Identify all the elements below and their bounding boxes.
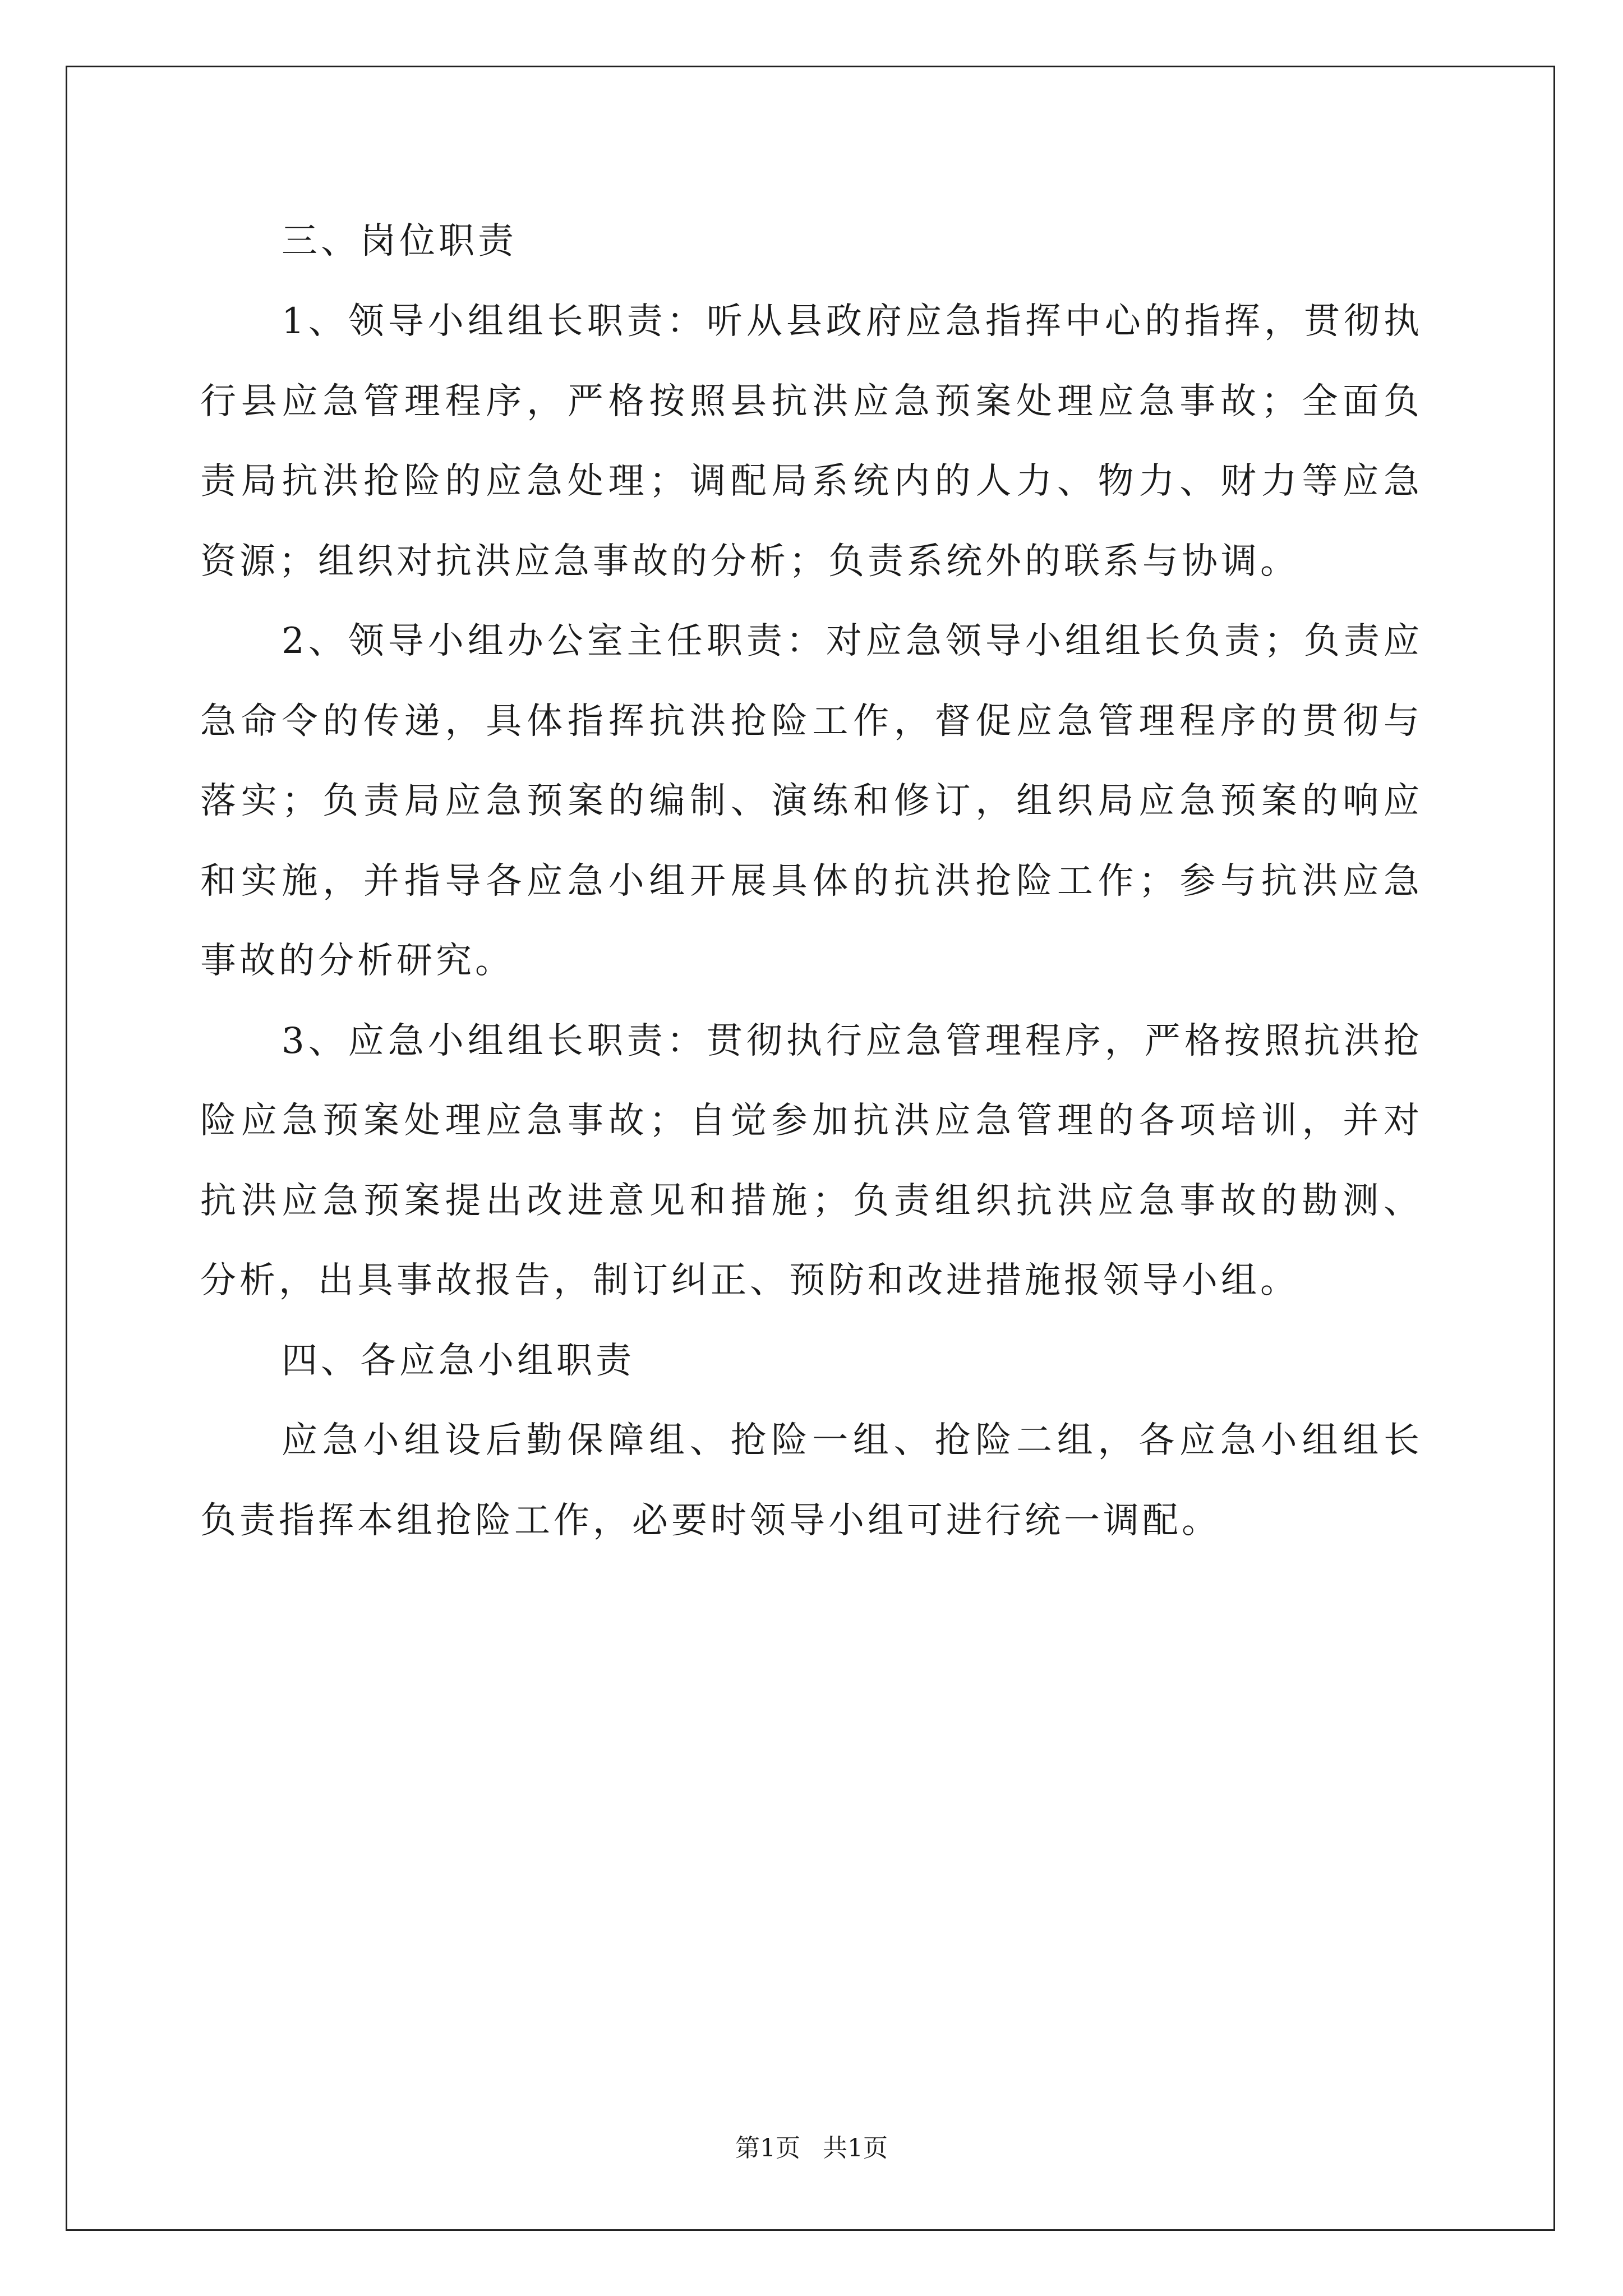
paragraph-line: 行县应急管理程序，严格按照县抗洪应急预案处理应急事故；全面负 [200, 381, 1423, 422]
paragraph-line: 险应急预案处理应急事故；自觉参加抗洪应急管理的各项培训，并对 [200, 1100, 1423, 1142]
paragraph-line: 资源；组织对抗洪应急事故的分析；负责系统外的联系与协调。 [200, 541, 1299, 582]
paragraph-line: 1、领导小组组长职责：听从县政府应急指挥中心的指挥，贯彻执 [282, 301, 1423, 342]
page-footer [0, 2133, 1623, 2164]
paragraph-line: 负责指挥本组抢险工作，必要时领导小组可进行统一调配。 [200, 1500, 1221, 1542]
paragraph-line: 2、领导小组办公室主任职责：对应急领导小组组长负责；负责应 [282, 620, 1423, 662]
section-heading-3: 三、岗位职责 [282, 220, 517, 262]
paragraph-line: 应急小组设后勤保障组、抢险一组、抢险二组，各应急小组组长 [282, 1420, 1423, 1461]
page-number-current: 第1页 [735, 2134, 800, 2162]
paragraph-line: 分析，出具事故报告，制订纠正、预防和改进措施报领导小组。 [200, 1260, 1299, 1301]
paragraph-line: 责局抗洪抢险的应急处理；调配局系统内的人力、物力、财力等应急 [200, 461, 1423, 502]
paragraph-line: 事故的分析研究。 [200, 940, 514, 982]
paragraph-line: 落实；负责局应急预案的编制、演练和修订，组织局应急预案的响应 [200, 780, 1423, 822]
paragraph-line: 3、应急小组组长职责：贯彻执行应急管理程序，严格按照抗洪抢 [282, 1020, 1423, 1062]
paragraph-line: 和实施，并指导各应急小组开展具体的抗洪抢险工作；参与抗洪应急 [200, 861, 1423, 902]
paragraph-line: 急命令的传递，具体指挥抗洪抢险工作，督促应急管理程序的贯彻与 [200, 701, 1423, 742]
paragraph-line: 抗洪应急预案提出改进意见和措施；负责组织抗洪应急事故的勘测、 [200, 1180, 1423, 1222]
section-heading-4: 四、各应急小组职责 [282, 1340, 635, 1382]
page-number-total: 共1页 [823, 2134, 888, 2162]
